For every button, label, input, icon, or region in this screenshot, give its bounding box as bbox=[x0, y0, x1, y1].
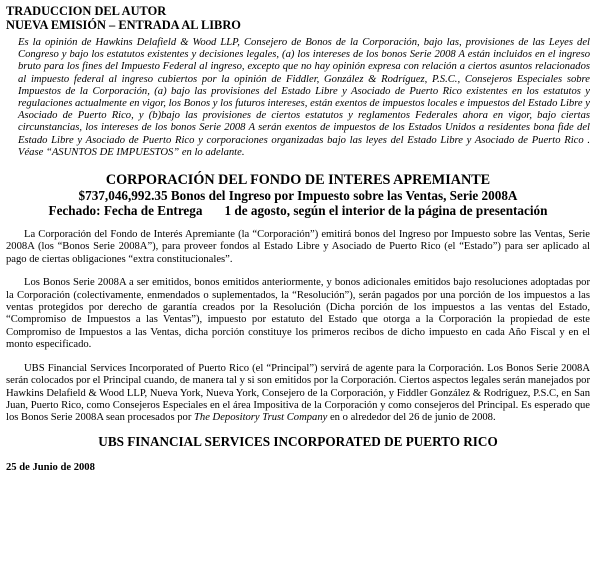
underwriter-text-end: en o alrededor del 26 de junio de 2008. bbox=[327, 412, 496, 424]
header-line-2: NUEVA EMISIÓN – ENTRADA AL LIBRO bbox=[6, 18, 241, 32]
corporation-title: CORPORACIÓN DEL FONDO DE INTERES APREMIANTE bbox=[105, 172, 491, 189]
underwriter-text: UBS Financial Services Incorporated of Puerto Rico (el “Principal”) servirá de agente para la Corporación. Los Bonos Serie 2008A serán colocados por el Principal cuando, de manera tal y si son emitidos por la Corporación. Ciertos aspectos legales serán manejados por Hawkins Delafield & Wood LLP, Nueva York, Nueva York, Consejero de la Corporación, y Fiddler González & Rodríguez, P.S.C, en San Juan, Puerto Rico, como Consejeros Especiales en el área Impositiva de la Corporación y como consejeros del Principal. Es esperado que los Bonos Serie 2008A sean procesados por bbox=[6, 362, 590, 424]
dated-line bbox=[6, 203, 590, 218]
title-block bbox=[6, 173, 590, 218]
underwriter-firm-name: UBS FINANCIAL SERVICES INCORPORATED DE PUERTO RICO bbox=[98, 433, 498, 449]
header-line-1: TRADUCCION DEL AUTOR bbox=[6, 4, 167, 18]
paragraph-issuance: La Corporación del Fondo de Interés Apremiante (la “Corporación”) emitirá bonos del Ingreso por Impuesto sobre las Ventas, Serie 2008A (los “Bonos Serie 2008A”), para proveer fondos al Estado Libre y Asociado de Puerto Rico (el “Estado”) para ser aplicado al pago de ciertas obligaciones “extra constitucionales”. bbox=[6, 229, 590, 265]
tax-opinion-paragraph: Es la opinión de Hawkins Delafield & Wood LLP, Consejero de Bonos de la Corporación, bajo las, provisiones de las Leyes del Congreso y bajo los estatutos existentes y decisiones legales, (a) los intereses de los bonos Serie 2008 A están incluidos en el ingreso bruto para los fines del Impuesto Federal al ingreso, excepto que no hay opinión expresa con relación a ciertos asuntos relacionados al impuesto federal al ingreso cubiertos por la opinión de Fiddler, González & Rodríguez, P.S.C., Consejeros Especiales sobre Impuestos de la Corporación, (a) bajo las provisiones del Estado Libre y Asociado de Puerto Rico existentes en los estatutos y regulaciones actualmente en vigor, los Bonos y los futuros intereses, están exentos de impuestos locales e impuestos del Estado Libre y Asociado de Puerto Rico, y (b)bajo las provisiones de ciertos estatutos y reglamentos Federales ahora en vigor, bajo ciertas circunstancias, los intereses de los bonos Serie 2008 A serán exentos de impuestos de los Estados Unidos a residentes bona fide del Estado Libre y Asociado de Puerto Rico y corporaciones organizadas bajo las leyes del Estado Libre y Asociado de Puerto Rico . Véase “ASUNTOS DE IMPUESTOS” en lo adelante. bbox=[18, 37, 590, 158]
depository-name: The Depository Trust Company bbox=[194, 412, 328, 424]
dated-value: 1 de agosto, según el interior de la página de presentación bbox=[224, 203, 548, 219]
dated-label: Fechado: Fecha de Entrega bbox=[48, 203, 203, 219]
paragraph-underwriter bbox=[6, 363, 590, 425]
bond-offering-title: $737,046,992.35 Bonos del Ingreso por Impuesto sobre las Ventas, Serie 2008A bbox=[78, 188, 518, 204]
document-date: 25 de Junio de 2008 bbox=[6, 461, 95, 473]
paragraph-security: Los Bonos Serie 2008A a ser emitidos, bonos emitidos anteriormente, y bonos adicionales emitidos bajo resoluciones adoptadas por la Corporación (colectivamente, enmendados o suplementados, la “Resolución”), serán pagados por una porción de los impuestos a las ventas protegidos por derecho de garantía creados por la Resolución (Dicha porción de los impuestos a las ventas del Estado, “Compromiso de Impuestos a las Ventas”), impuesto por estatuto del Estado que otorga a la Corporación la propiedad de este Compromiso de Impuestos a las Ventas, dicha porción constituye los primeros recibos de dicho impuesto en cada Año Fiscal y en el monto especificado. bbox=[6, 277, 590, 351]
